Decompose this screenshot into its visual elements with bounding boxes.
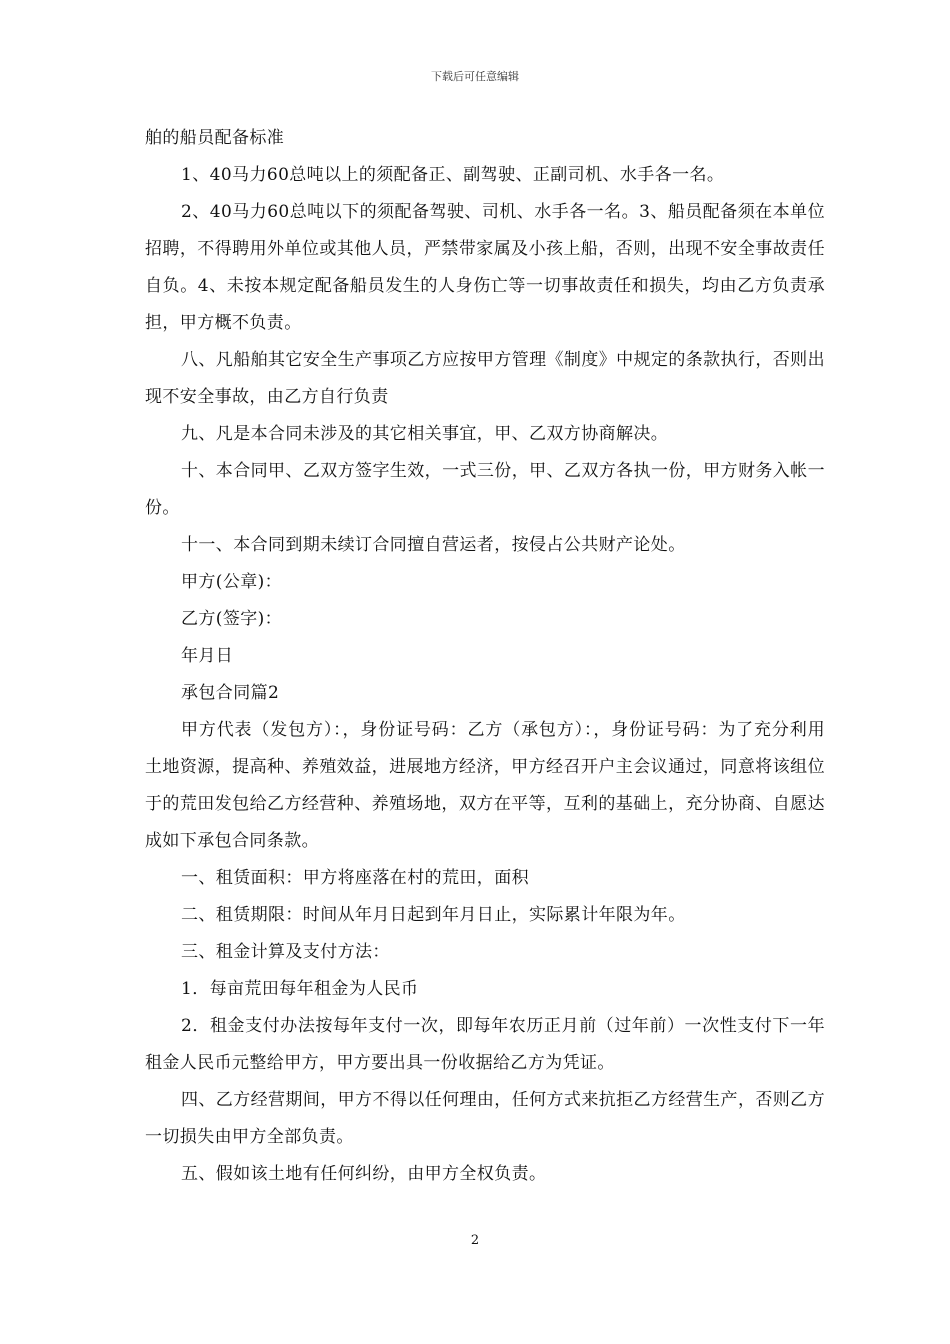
- paragraph-14: 二、租赁期限：时间从年月日起到年月日止，实际累计年限为年。: [181, 905, 686, 925]
- paragraph-1: 舶的船员配备标准: [145, 128, 285, 148]
- paragraph-4: 八、凡船舶其它安全生产事项乙方应按甲方管理《制度》中规定的条款执行，否则出现不安全事故，由乙方自行负责: [145, 350, 825, 407]
- paragraph-3: 2、40马力60总吨以下的须配备驾驶、司机、水手各一名。3、船员配备须在本单位招聘，不得聘用外单位或其他人员，严禁带家属及小孩上船，否则，出现不安全事故责任自负。4、未按本规定配备船员发生的人身伤亡等一切事故责任和损失，均由乙方负责承担，甲方概不负责。: [145, 202, 825, 333]
- paragraph-13: 一、租赁面积：甲方将座落在村的荒田，面积: [181, 868, 529, 888]
- party-b-signature-line: 乙方(签字)：: [181, 609, 283, 629]
- document-body: [145, 120, 825, 1193]
- paragraph-2: 1、40马力60总吨以上的须配备正、副驾驶、正副司机、水手各一名。: [181, 165, 725, 185]
- party-a-seal-line: 甲方(公章)：: [181, 572, 283, 592]
- page-number: 2: [470, 1233, 480, 1248]
- paragraph-6: 十、本合同甲、乙双方签字生效，一式三份，甲、乙双方各执一份，甲方财务入帐一份。: [145, 461, 825, 518]
- paragraph-18: 四、乙方经营期间，甲方不得以任何理由，任何方式来抗拒乙方经营生产，否则乙方一切损失由甲方全部负责。: [145, 1090, 825, 1147]
- paragraph-19: 五、假如该土地有任何纠纷，由甲方全权负责。: [181, 1164, 547, 1184]
- date-line: 年月日: [181, 646, 234, 666]
- paragraph-12: 甲方代表（发包方）：，身份证号码：乙方（承包方）：，身份证号码：为了充分利用土地资源，提高种、养殖效益，进展地方经济，甲方经召开户主会议通过，同意将该组位于的荒田发包给乙方经营种、养殖场地，双方在平等，互利的基础上，充分协商、自愿达成如下承包合同条款。: [145, 720, 825, 851]
- paragraph-7: 十一、本合同到期未续订合同擅自营运者，按侵占公共财产论处。: [181, 535, 686, 555]
- paragraph-16: 1．每亩荒田每年租金为人民币: [181, 979, 419, 999]
- paragraph-17: 2．租金支付办法按每年支付一次，即每年农历正月前（过年前）一次性支付下一年租金人民币元整给甲方，甲方要出具一份收据给乙方为凭证。: [145, 1016, 825, 1073]
- page-header: 下载后可任意编辑: [431, 70, 519, 83]
- section-title: 承包合同篇2: [181, 683, 280, 703]
- paragraph-5: 九、凡是本合同未涉及的其它相关事宜，甲、乙双方协商解决。: [181, 424, 669, 444]
- paragraph-15: 三、租金计算及支付方法：: [181, 942, 390, 962]
